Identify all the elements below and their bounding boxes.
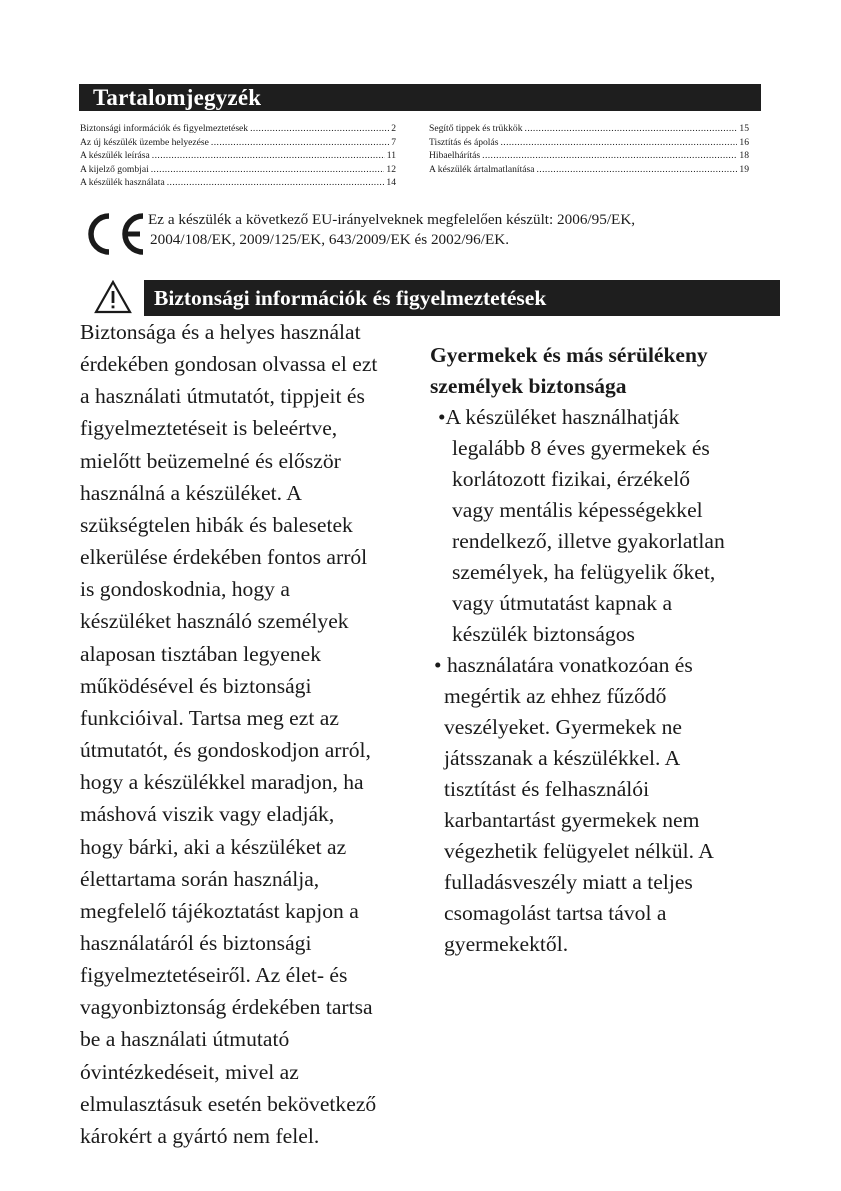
heading-line: személyek biztonsága	[430, 374, 627, 398]
text-line: karbantartást gyermekek nem	[444, 808, 700, 832]
warning-triangle-icon	[94, 280, 132, 314]
toc-entry-page: 12	[386, 163, 396, 175]
text-line: személyek, ha felügyelik őket,	[452, 560, 716, 584]
text-line: a használati útmutatót, tippjeit és	[80, 384, 365, 409]
bullet-line: •A készüléket használhatják	[438, 405, 680, 429]
text-line: funkcióival. Tartsa meg ezt az	[80, 705, 339, 730]
toc-leader	[211, 136, 389, 150]
text-line: szükségtelen hibák és balesetek	[80, 512, 353, 537]
toc-entry[interactable]	[80, 122, 396, 136]
toc-entry-page: 7	[391, 136, 396, 148]
text-line: figyelmeztetéseiről. Az élet- és	[80, 963, 348, 988]
text-line: óvintézkedéseit, mivel az	[80, 1059, 299, 1084]
ce-declaration	[148, 210, 768, 250]
toc-leader	[525, 122, 738, 136]
text-line: fulladásveszély miatt a teljes	[444, 870, 693, 894]
text-line: is gondoskodnia, hogy a	[80, 577, 290, 602]
toc-entry-page: 16	[739, 136, 749, 148]
text-line: vagy mentális képességekkel	[452, 498, 703, 522]
toc-entry-label: Az új készülék üzembe helyezése	[80, 136, 209, 148]
toc-entry-page: 14	[386, 177, 396, 189]
text-line: máshová viszik vagy eladják,	[80, 802, 335, 827]
text-line: vagyonbiztonság érdekében tartsa	[80, 995, 373, 1020]
text-line: élettartama során használja,	[80, 866, 320, 891]
heading-line: Gyermekek és más sérülékeny	[430, 343, 708, 367]
text-line: legalább 8 éves gyermekek és	[452, 436, 710, 460]
text-line: mielőtt beüzemelné és először	[80, 448, 341, 473]
toc-header-bar	[79, 84, 761, 111]
section-title: Biztonsági információk és figyelmeztetések	[154, 286, 547, 310]
toc-entry-label: A készülék leírása	[80, 150, 150, 162]
ce-declaration-line: Ez a készülék a következő EU-irányelveknek megfelelően készült: 2006/95/EK,	[148, 211, 636, 228]
text-line: működésével és biztonsági	[80, 673, 312, 698]
text-line: alaposan tisztában legyenek	[80, 641, 322, 666]
toc-entry-label: A készülék ártalmatlanítása	[429, 163, 535, 175]
text-line: vagy útmutatást kapnak a	[452, 591, 673, 615]
ce-declaration-line: 2004/108/EK, 2009/125/EK, 643/2009/EK és 2002/96/EK.	[150, 231, 509, 248]
toc-entry[interactable]	[429, 149, 749, 163]
text-line: veszélyeket. Gyermekek ne	[444, 715, 683, 739]
children-safety-heading	[430, 340, 790, 402]
toc-entry-label: Tisztítás és ápolás	[429, 136, 499, 148]
toc-entry[interactable]	[80, 136, 396, 150]
text-line: be a használati útmutató	[80, 1027, 290, 1052]
section-header-bar	[144, 280, 780, 316]
toc-entry-label: A kijelző gombjai	[80, 163, 149, 175]
text-line: figyelmeztetéseit is beleértve,	[80, 416, 338, 441]
toc-entry-label: A készülék használata	[80, 177, 165, 189]
text-line: végezhetik felügyelet nélkül. A	[444, 839, 714, 863]
toc-entry[interactable]	[80, 163, 396, 177]
ce-mark-icon	[82, 212, 146, 256]
text-line: elkerülése érdekében fontos arról	[80, 545, 368, 570]
toc-leader	[151, 163, 385, 177]
text-line: használná a készüléket. A	[80, 480, 302, 505]
toc-leader	[537, 163, 738, 177]
toc-leader	[152, 149, 385, 163]
text-line: hogy a készülékkel maradjon, ha	[80, 770, 364, 795]
toc-entry-page: 2	[391, 123, 396, 134]
text-line: érdekében gondosan olvassa el ezt	[80, 352, 378, 377]
toc-leader	[482, 149, 737, 163]
toc-entry[interactable]	[429, 163, 749, 177]
toc-right-column	[429, 122, 749, 176]
text-line: csomagolást tartsa távol a	[444, 901, 667, 925]
toc-entry[interactable]	[429, 136, 749, 150]
text-line: tisztítást és felhasználói	[444, 777, 650, 801]
toc-entry[interactable]	[80, 149, 396, 163]
text-line: játsszanak a készülékkel. A	[444, 746, 681, 770]
bullet-line: • használatára vonatkozóan és	[434, 653, 693, 677]
toc-entry-page: 15	[739, 123, 749, 134]
toc-entry-page: 11	[386, 150, 396, 162]
text-line: Biztonsága és a helyes használat	[80, 320, 361, 344]
toc-entry-label: Hibaelhárítás	[429, 150, 481, 162]
text-line: károkért a gyártó nem felel.	[80, 1123, 320, 1148]
toc-entry-page: 19	[739, 163, 749, 175]
toc-title: Tartalomjegyzék	[93, 85, 262, 110]
toc-leader	[167, 176, 385, 190]
text-line: rendelkező, illetve gyakorlatlan	[452, 529, 725, 553]
toc-leader	[250, 122, 389, 136]
children-safety-paragraph	[430, 402, 830, 960]
toc-leader	[500, 136, 737, 150]
text-line: útmutatót, és gondoskodjon arról,	[80, 738, 371, 763]
text-line: hogy bárki, aki a készüléket az	[80, 834, 347, 859]
text-line: gyermekektől.	[444, 932, 569, 956]
text-line: korlátozott fizikai, érzékelő	[452, 467, 691, 491]
toc-entry-label: Biztonsági információk és figyelmeztetések	[80, 123, 249, 134]
intro-paragraph	[80, 316, 425, 1152]
text-line: elmulasztásuk esetén bekövetkező	[80, 1091, 377, 1116]
text-line: megfelelő tájékoztatást kapjon a	[80, 898, 359, 923]
text-line: készülék biztonságos	[452, 622, 635, 646]
toc-left-column	[80, 122, 396, 190]
toc-entry[interactable]	[80, 176, 396, 190]
text-line: használatáról és biztonsági	[80, 930, 312, 955]
toc-entry-page: 18	[739, 150, 749, 162]
toc-entry[interactable]	[429, 122, 749, 136]
toc-entry-label: Segítő tippek és trükkök	[429, 123, 523, 134]
text-line: megértik az ehhez fűződő	[444, 684, 667, 708]
text-line: készüléket használó személyek	[80, 609, 349, 634]
